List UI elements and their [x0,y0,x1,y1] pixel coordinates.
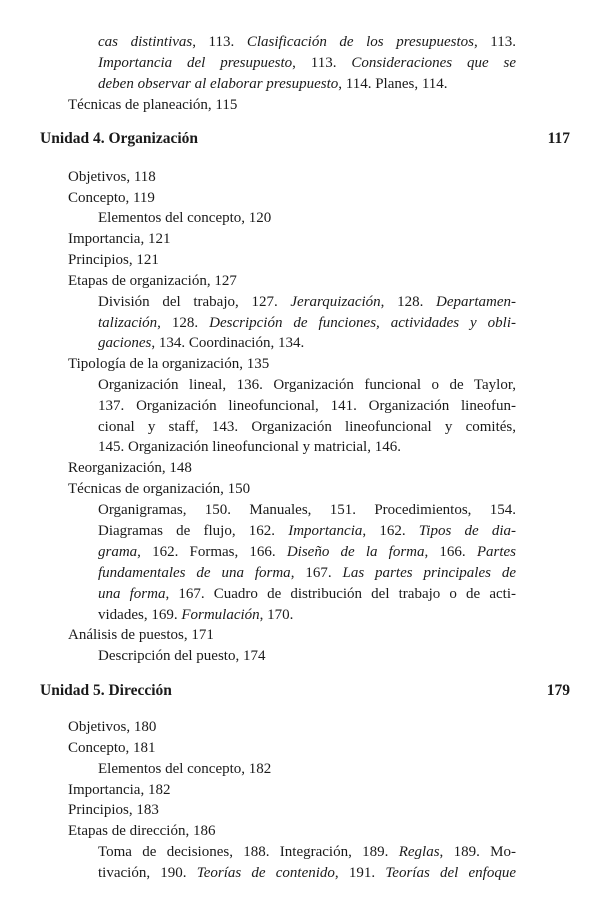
toc-entry-italic: Consideraciones que se [351,55,517,71]
toc-line [68,354,269,374]
toc-line [98,584,516,604]
toc-entry: Técnicas de organización, 150 [68,481,251,497]
toc-entry: Importancia, 121 [68,231,171,247]
toc-entry-italic: deben observar al elaborar presupuesto [98,76,339,92]
toc-line [68,229,170,249]
toc-entry-italic: Jerarquización [290,294,381,310]
toc-entry-italic: cas distintivas [98,34,193,50]
toc-entry: Principios, 183 [68,802,159,818]
toc-line [68,625,214,645]
toc-line [98,500,516,520]
toc-entry: Elementos del concepto, 182 [98,761,272,777]
unit-page-number: 117 [547,130,570,147]
toc-entry-italic: Departamen- [436,294,516,310]
toc-line [98,646,265,666]
toc-line [98,208,271,228]
toc-line [98,437,401,457]
toc-entry: , 191. [334,865,386,881]
unit-page-number: 179 [546,682,570,699]
toc-entry: Importancia, 182 [68,782,171,798]
toc-line [68,458,192,478]
toc-entry: Concepto, 181 [68,740,156,756]
toc-entry: , 113. [192,34,247,50]
toc-entry-italic: grama [98,544,138,560]
toc-entry-italic: Formulación [181,607,260,623]
toc-line [98,605,293,625]
toc-entry-italic: Tipos de dia- [418,523,516,539]
toc-entry: tivación, 190. [98,865,197,881]
toc-entry: 145. Organización lineofuncional y matricial, 146. [98,439,401,455]
toc-line [98,396,516,416]
toc-line [98,375,516,395]
toc-entry: 137. Organización lineofuncional, 141. Organización lineofun- [98,398,516,414]
toc-entry: , 134. Coordinación, 134. [151,335,305,351]
toc-line [68,717,156,737]
toc-entry-italic: Reglas [398,844,440,860]
toc-entry: , 189. Mo- [439,844,516,860]
toc-line [98,542,516,562]
toc-line [98,313,516,333]
toc-line [68,821,215,841]
toc-entry: División del trabajo, 127. [98,294,291,310]
toc-line [98,521,516,541]
toc-entry: Organigramas, 150. Manuales, 151. Procedimientos, 154. [98,502,516,518]
toc-entry: Etapas de dirección, 186 [68,823,216,839]
toc-entry: Objetivos, 118 [68,169,156,185]
toc-entry: Análisis de puestos, 171 [68,627,214,643]
toc-entry-italic: Teorías de contenido [196,865,335,881]
toc-line [98,53,516,73]
toc-entry-italic: una forma [98,586,166,602]
toc-line [68,738,156,758]
toc-entry: cional y staff, 143. Organización lineofuncional y comités, [98,419,516,435]
toc-entry: Tipología de la organización, 135 [68,356,270,372]
toc-entry: , 162. [362,523,419,539]
toc-line [98,32,516,52]
unit-title: Unidad 4. Organización [40,130,199,147]
toc-entry: Toma de decisiones, 188. Integración, 189. [98,844,399,860]
toc-line [68,479,250,499]
toc-entry: Reorganización, 148 [68,460,192,476]
toc-entry: , 166. [424,544,477,560]
toc-entry: , 113. [473,34,516,50]
toc-entry-italic: Partes [476,544,517,560]
toc-line [68,167,156,187]
toc-line [68,95,237,115]
toc-line [98,563,516,583]
toc-entry: , 162. Formas, 166. [137,544,287,560]
toc-entry: , 113. [292,55,352,71]
toc-entry: Diagramas de flujo, 162. [98,523,289,539]
toc-entry-italic: Descripción de funciones, actividades y obli- [209,315,517,331]
toc-entry-italic: Clasificación de los presupuestos [246,34,474,50]
toc-entry-italic: gaciones [98,335,152,351]
toc-line [98,863,516,883]
toc-entry-italic: Las partes principales de [342,565,517,581]
toc-entry-italic: fundamentales de una forma [98,565,291,581]
toc-entry-italic: Diseño de la forma [286,544,425,560]
toc-line [98,759,271,779]
toc-line [98,333,304,353]
toc-line [98,417,516,437]
toc-line [98,842,516,862]
toc-entry-italic: Teorías del enfoque [385,865,517,881]
toc-entry: Elementos del concepto, 120 [98,210,272,226]
toc-line [68,250,159,270]
toc-entry: Organización lineal, 136. Organización funcional o de Taylor, [98,377,516,393]
unit-4-heading [40,129,570,149]
toc-entry-italic: Importancia [288,523,363,539]
unit-title: Unidad 5. Dirección [40,682,172,699]
toc-entry: Técnicas de planeación, 115 [68,97,238,113]
toc-entry: Concepto, 119 [68,190,155,206]
toc-entry: , 128. [157,315,210,331]
toc-line [68,271,237,291]
unit-5-heading [40,681,570,701]
toc-entry: vidades, 169. [98,607,182,623]
toc-entry: Principios, 121 [68,252,159,268]
toc-entry: Objetivos, 180 [68,719,157,735]
toc-entry: , 167. [290,565,343,581]
toc-entry: Descripción del puesto, 174 [98,648,266,664]
toc-line [68,780,170,800]
toc-line [68,188,155,208]
toc-entry: , 170. [259,607,294,623]
toc-line [68,800,159,820]
toc-entry-italic: Importancia del presupuesto [98,55,293,71]
toc-entry: , 128. [380,294,437,310]
toc-entry: Etapas de organización, 127 [68,273,237,289]
toc-line [98,74,448,94]
toc-line [98,292,516,312]
toc-entry: , 167. Cuadro de distribución del trabajo o de acti- [165,586,516,602]
toc-entry: , 114. Planes, 114. [338,76,448,92]
toc-entry-italic: talización [98,315,158,331]
